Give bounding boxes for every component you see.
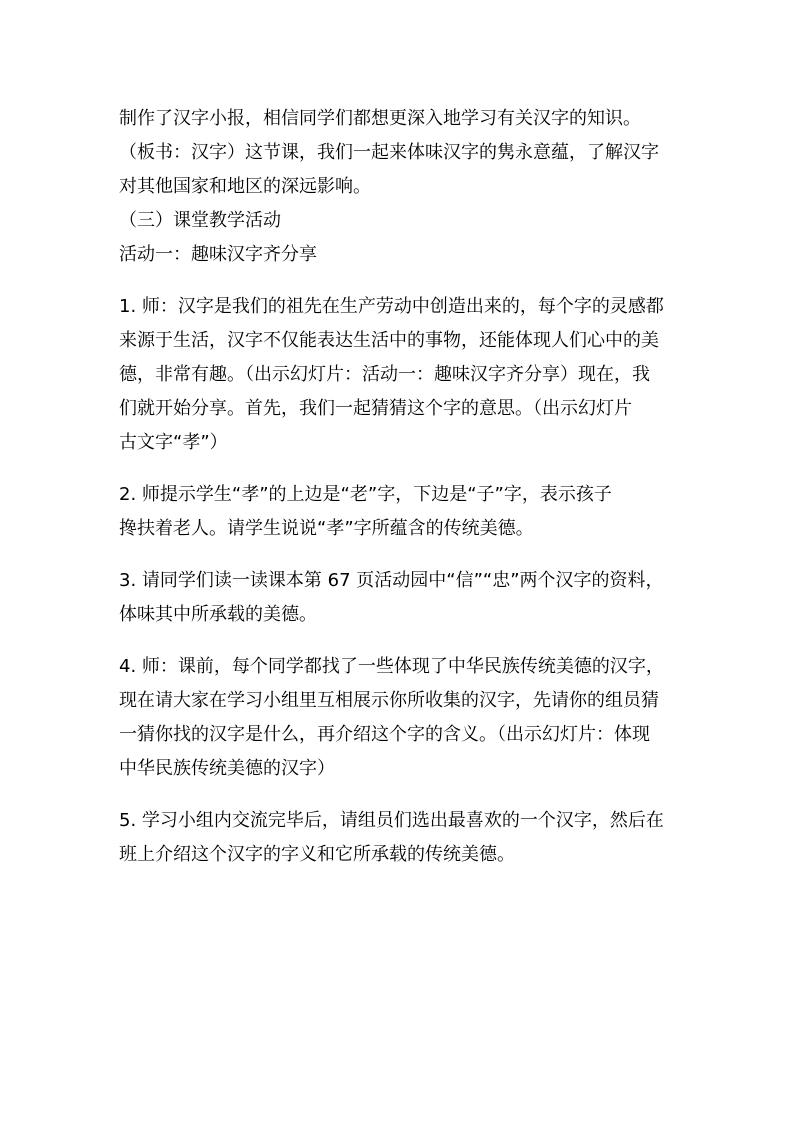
activity-heading: 活动一：趣味汉字齐分享 — [119, 244, 317, 265]
text-line: 来源于生活，汉字不仅能表达生活中的事物，还能体现人们心中的美 — [119, 330, 659, 351]
section-heading: （三）课堂教学活动 — [119, 210, 281, 231]
text-line: 4. 师：课前，每个同学都找了一些体现了中华民族传统美德的汉字， — [119, 656, 664, 677]
text-line: 们就开始分享。首先，我们一起猜猜这个字的意思。（出示幻灯片 — [119, 398, 632, 419]
text-line: 体味其中所承载的美德。 — [119, 604, 317, 625]
text-line: 1. 师：汉字是我们的祖先在生产劳动中创造出来的，每个字的灵感都 — [119, 296, 664, 317]
text-line: （板书：汉字）这节课，我们一起来体味汉字的隽永意蕴，了解汉字 — [119, 142, 659, 163]
document-body — [119, 102, 689, 872]
text-line: 中华民族传统美德的汉字） — [119, 758, 335, 779]
list-item-2 — [119, 478, 689, 546]
text-line: 制作了汉字小报，相信同学们都想更深入地学习有关汉字的知识。 — [119, 108, 641, 129]
text-line: 5. 学习小组内交流完毕后，请组员们选出最喜欢的一个汉字，然后在 — [119, 810, 664, 831]
list-item-3 — [119, 564, 689, 632]
list-item-1 — [119, 290, 689, 460]
text-line: 德，非常有趣。（出示幻灯片：活动一：趣味汉字齐分享）现在，我 — [119, 364, 650, 385]
text-line: 现在请大家在学习小组里互相展示你所收集的汉字，先请你的组员猜 — [119, 690, 659, 711]
text-line: 班上介绍这个汉字的字义和它所承载的传统美德。 — [119, 844, 515, 865]
text-line: 对其他国家和地区的深远影响。 — [119, 176, 371, 197]
list-item-5 — [119, 804, 689, 872]
text-line: 一猜你找的汉字是什么，再介绍这个字的含义。（出示幻灯片：体现 — [119, 724, 650, 745]
text-line: 3. 请同学们读一读课本第 67 页活动园中“信”“忠”两个汉字的资料， — [119, 570, 664, 591]
text-line: 古文字“孝”） — [119, 432, 228, 453]
list-item-4 — [119, 650, 689, 786]
intro-paragraph — [119, 102, 689, 204]
text-line: 2. 师提示学生“孝”的上边是“老”字，下边是“子”字，表示孩子 — [119, 484, 612, 505]
text-line: 搀扶着老人。请学生说说“孝”字所蕴含的传统美德。 — [119, 518, 534, 539]
